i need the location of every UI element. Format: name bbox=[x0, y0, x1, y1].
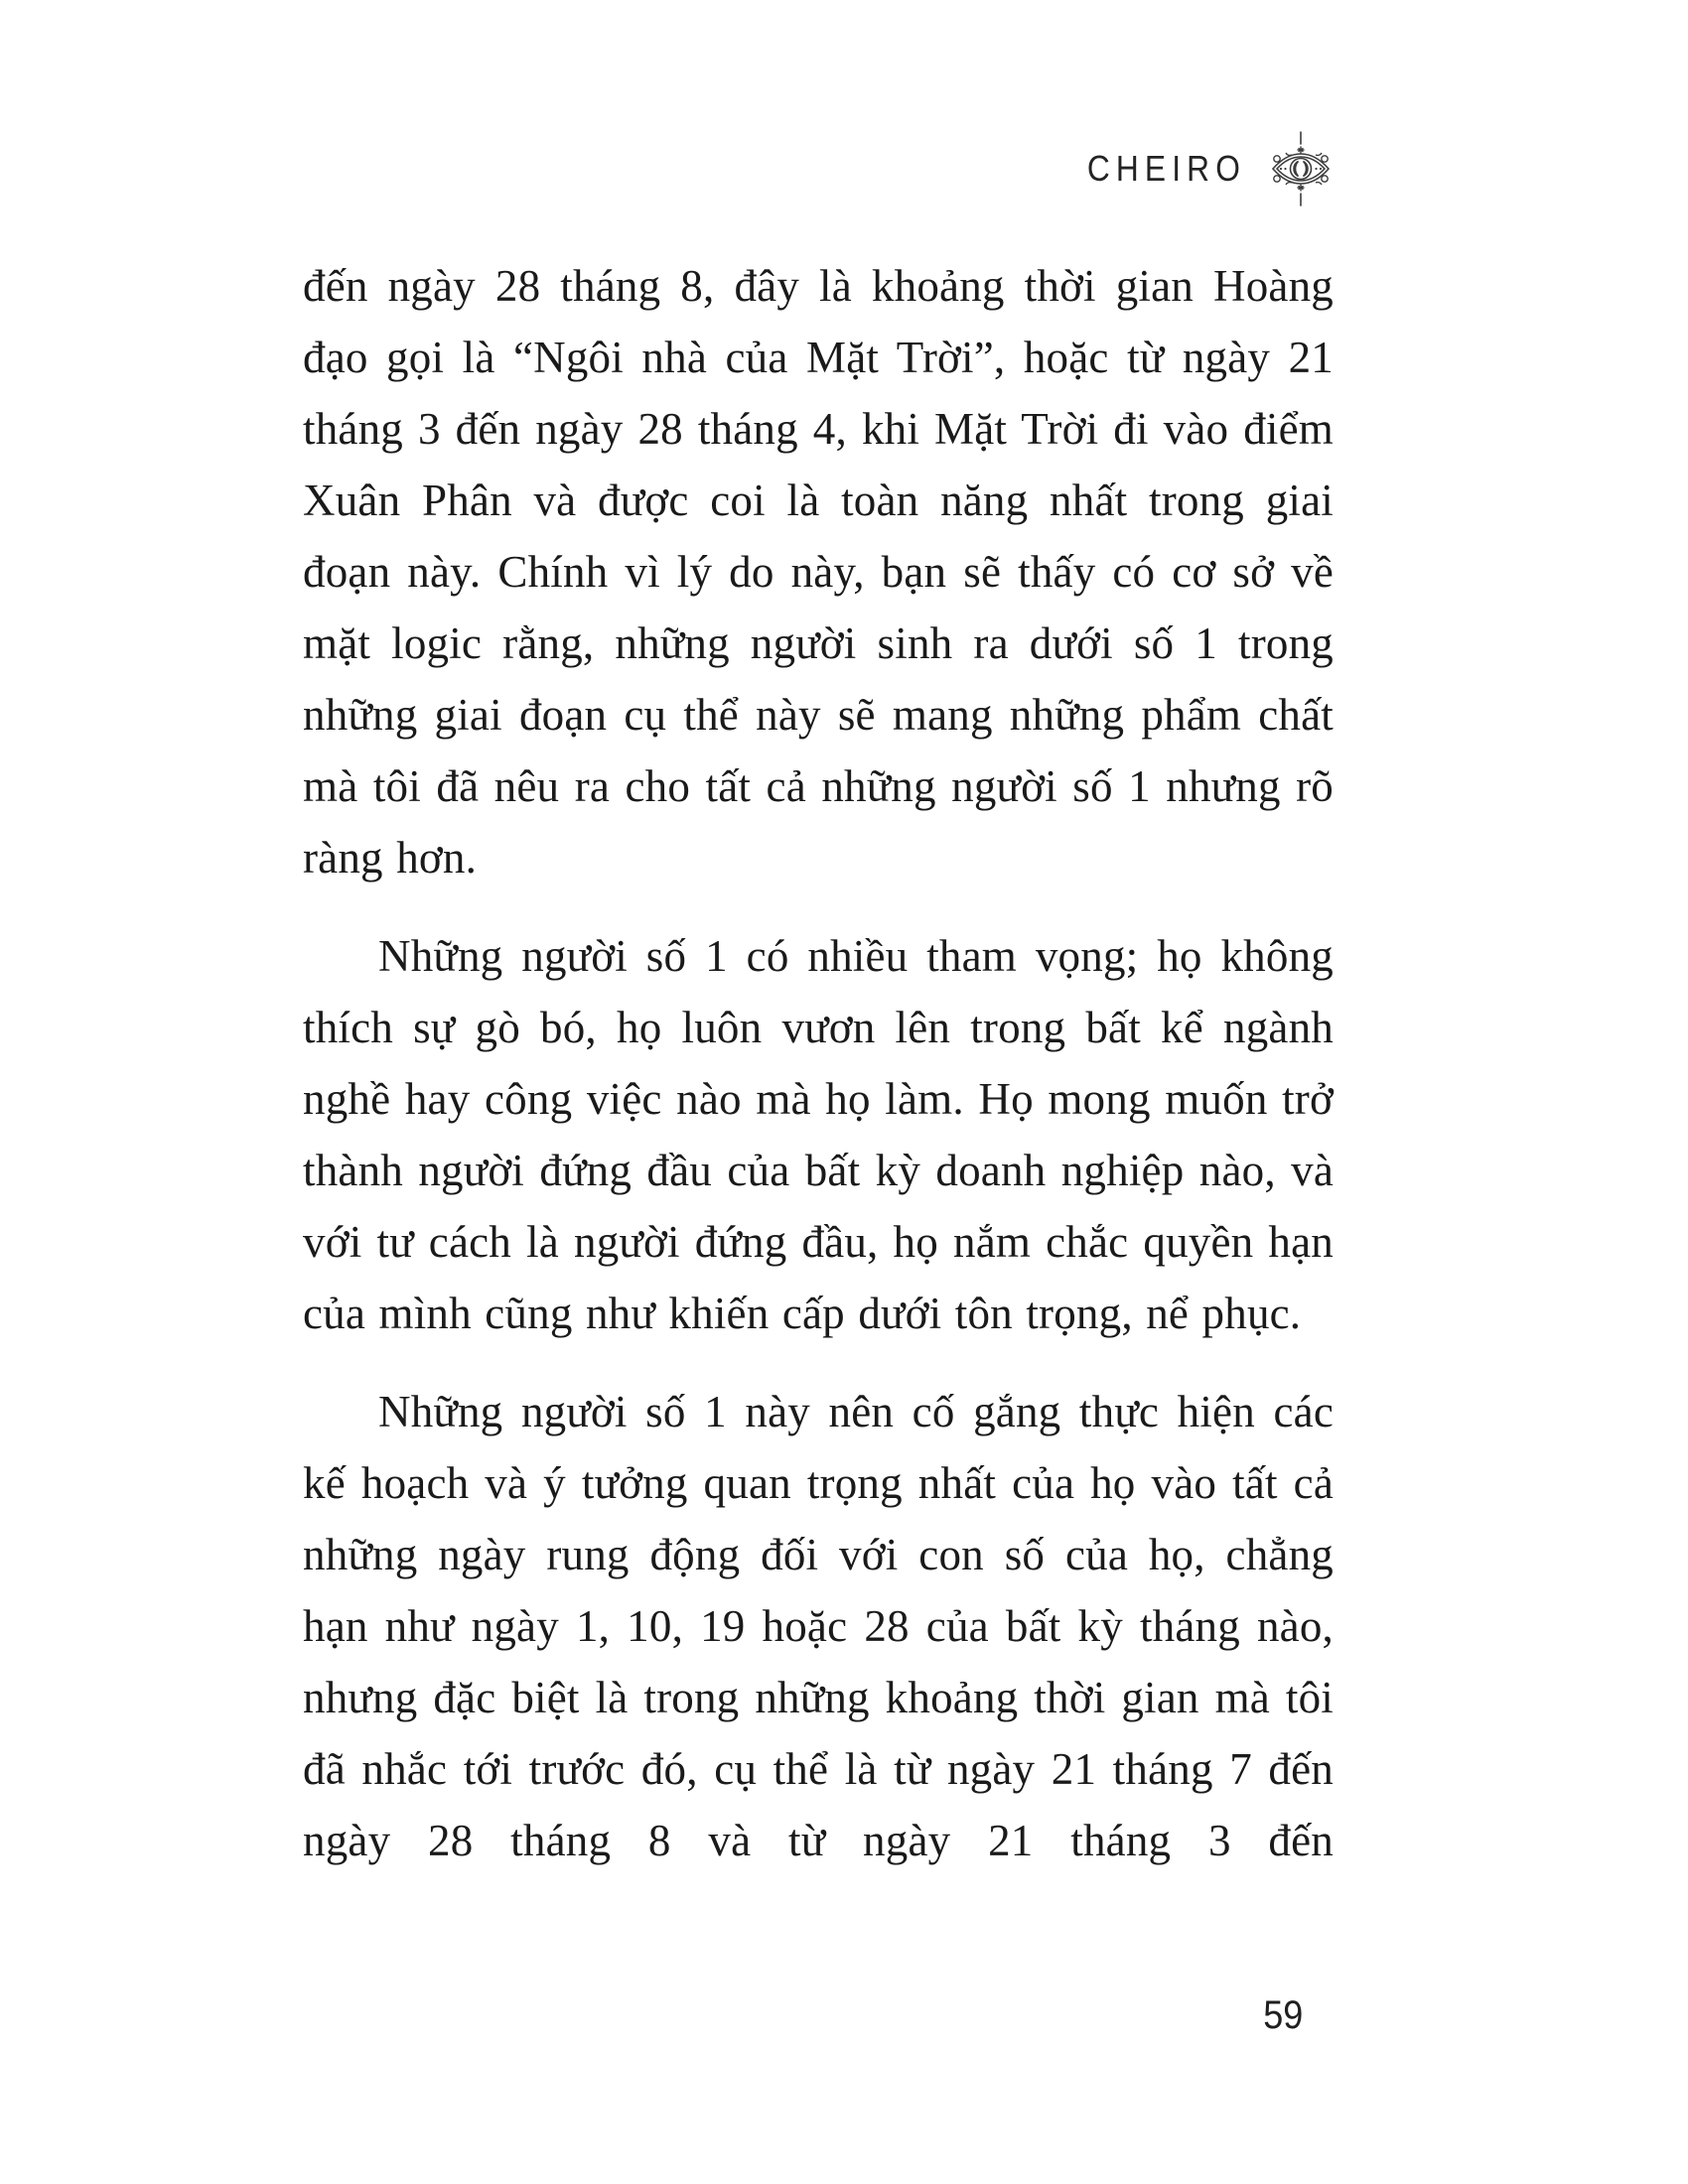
running-header bbox=[303, 127, 1343, 210]
mystic-eye-icon bbox=[1272, 129, 1343, 208]
body-paragraph: Những người số 1 có nhiều tham vọng; họ không thích sự gò bó, họ luôn vươn lên trong bất kể ngành nghề hay công việc nào mà họ làm. Họ mong muốn trở thành người đứng đầu của bất kỳ doanh nghiệp nào, và với tư cách là người đứng đầu, họ nắm chắc quyền hạn của mình cũng như khiến cấp dưới tôn trọng, nể phục. bbox=[303, 931, 1334, 1338]
body-paragraph: Những người số 1 này nên cố gắng thực hiện các kế hoạch và ý tưởng quan trọng nhất của họ vào tất cả những ngày rung động đối với con số của họ, chẳng hạn như ngày 1, 10, 19 hoặc 28 của bất kỳ tháng nào, nhưng đặc biệt là trong những khoảng thời gian mà tôi đã nhắc tới trước đó, cụ thể là từ ngày 21 tháng 7 đến ngày 28 tháng 8 và từ ngày 21 tháng 3 đến bbox=[303, 1387, 1334, 1865]
page-number: 59 bbox=[1263, 1993, 1304, 2037]
body-paragraph: đến ngày 28 tháng 8, đây là khoảng thời gian Hoàng đạo gọi là “Ngôi nhà của Mặt Trời”, hoặc từ ngày 21 tháng 3 đến ngày 28 tháng 4, khi Mặt Trời đi vào điểm Xuân Phân và được coi là toàn năng nhất trong giai đoạn này. Chính vì lý do này, bạn sẽ thấy có cơ sở về mặt logic rằng, những người sinh ra dưới số 1 trong những giai đoạn cụ thể này sẽ mang những phẩm chất mà tôi đã nêu ra cho tất cả những người số 1 nhưng rõ ràng hơn. bbox=[303, 261, 1334, 883]
body-text bbox=[303, 250, 1334, 1903]
running-header-title: CHEIRO bbox=[1086, 148, 1246, 189]
